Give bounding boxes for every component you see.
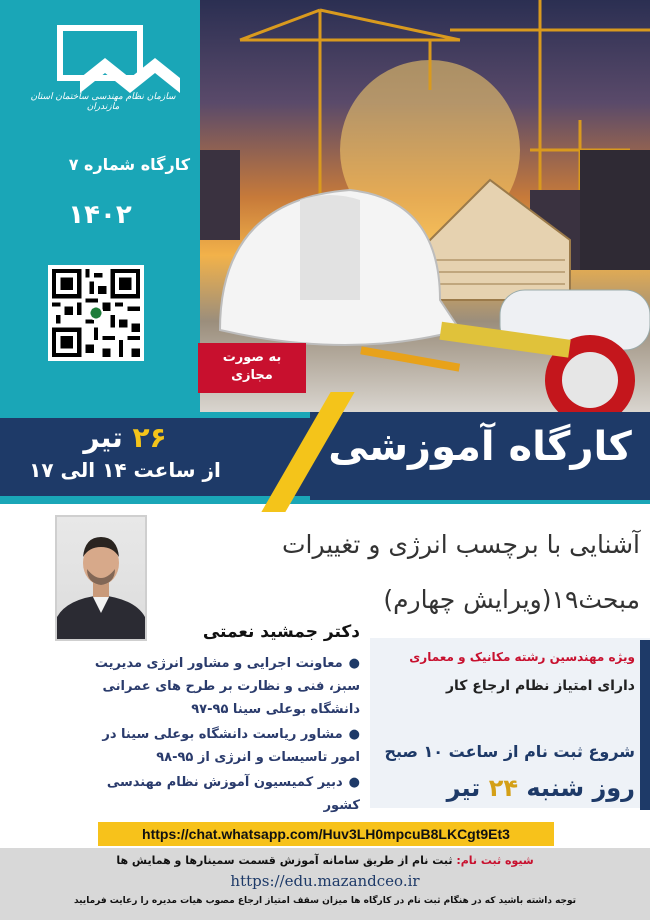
presenter-name: دکتر جمشید نعمتی (202, 622, 360, 642)
qr-code-icon (48, 265, 144, 361)
workshop-year: ۱۴۰۲ (68, 200, 132, 230)
registration-day-number: ۲۴ (488, 774, 518, 802)
virtual-badge-line1: به صورت (222, 350, 282, 365)
bio-item: ● معاونت اجرایی و مشاور انرژی مدیریت سبز، فنی و نظارت بر طرح های عمرانی دانشگاه بوعلی سینا ۹۵-۹۷ (70, 652, 360, 721)
points-text: دارای امتیاز نظام ارجاع کار (445, 678, 635, 694)
event-time: از ساعت ۱۴ الی ۱۷ (29, 458, 221, 482)
subtitle-line-2: مبحث۱۹(ویرایش چهارم) (383, 585, 640, 614)
presenter-photo (55, 515, 147, 641)
registration-month: تیر (446, 774, 481, 802)
whatsapp-link[interactable]: https://chat.whatsapp.com/Huv3LH0mpcuB8LKCgt9Et3 (98, 822, 554, 846)
virtual-badge (198, 343, 306, 393)
subtitle-line-1: آشنایی با برچسب انرژی و تغییرات (281, 530, 640, 559)
main-title: کارگاه آموزشی (328, 424, 632, 470)
bio-item: ● مشاور ریاست دانشگاه بوعلی سینا در امور تاسیسات و انرژی از ۹۵-۹۸ (70, 723, 360, 769)
event-month: تیر (83, 421, 123, 454)
event-date (20, 421, 230, 454)
workshop-number: کارگاه شماره ۷ (68, 155, 190, 174)
registration-method (40, 854, 610, 867)
footer-note: توجه داشته باشید که در هنگام ثبت نام در کارگاه ها میزان سقف امتیاز ارجاع مصوب هیات مدیره را رعایت فرمایید (73, 896, 577, 906)
presenter-bio-list (70, 652, 360, 819)
virtual-badge-line2: مجازی (231, 368, 273, 383)
audience-text: ویژه مهندسین رشته مکانیک و معماری (409, 650, 635, 664)
registration-day (375, 774, 635, 802)
registration-weekday: روز شنبه (526, 774, 635, 802)
registration-method-label: شیوه ثبت نام: (456, 854, 534, 867)
presenter-portrait-icon (57, 517, 145, 639)
event-day: ۲۶ (132, 421, 167, 454)
website-link[interactable]: https://edu.mazandceo.ir (230, 872, 420, 890)
registration-start: شروع ثبت نام از ساعت ۱۰ صبح (384, 742, 635, 761)
registration-method-text: ثبت نام از طریق سامانه آموزش قسمت سمینارها و همایش ها (116, 854, 453, 867)
bio-item: ● دبیر کمیسیون آموزش نظام مهندسی کشور (70, 771, 360, 817)
info-panel-accent (640, 640, 650, 810)
organization-name: سازمان نظام مهندسی ساختمان استان مازندران (30, 92, 176, 112)
